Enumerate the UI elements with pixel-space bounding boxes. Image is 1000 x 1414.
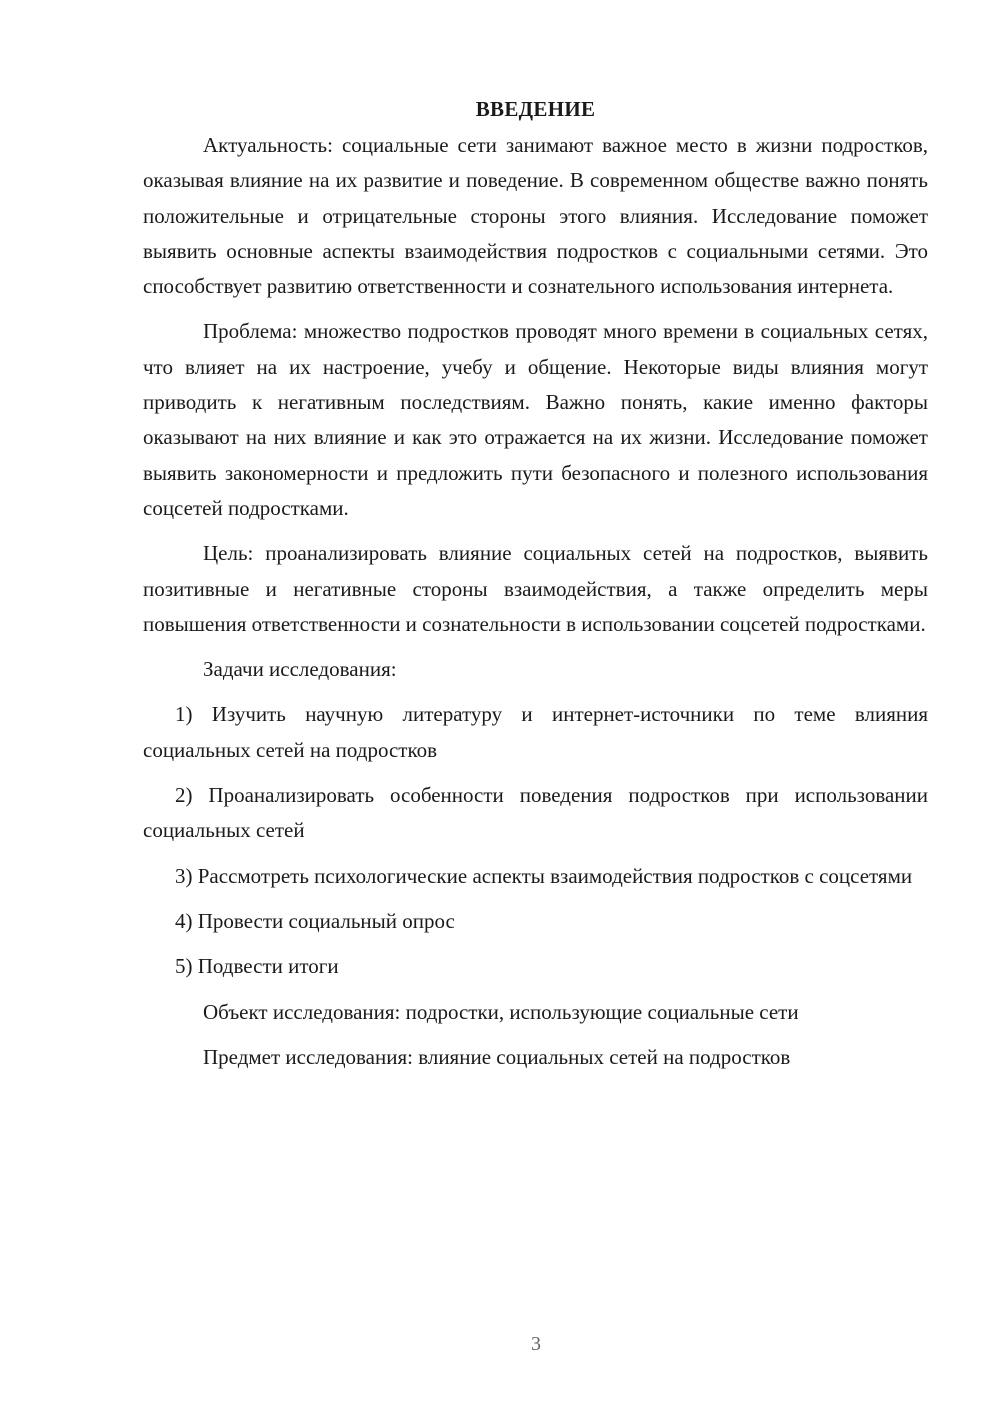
document-page (143, 92, 928, 1085)
task-item-4: 4) Провести социальный опрос (175, 908, 455, 933)
paragraph-relevance: Актуальность: социальные сети занимают важное место в жизни подростков, оказывая влияние на их развитие и поведение. В современном обществе важно понять положительные и отрицательные стороны этого влияния. Исследование поможет выявить основные аспекты взаимодействия подростков с социальными сетями. Это способствует развитию ответственности и сознательного использования интернета. (143, 133, 928, 299)
task-item-1: 1) Изучить научную литературу и интернет-источники по теме влияния социальных сетей на подростков (143, 702, 928, 762)
page-title: ВВЕДЕНИЕ (475, 97, 596, 121)
page-number: 3 (531, 1333, 541, 1355)
paragraph-goal: Цель: проанализировать влияние социальных сетей на подростков, выявить позитивные и негативные стороны взаимодействия, а также определить меры повышения ответственности и сознательности в использовании соцсетей подростками. (143, 541, 928, 636)
tasks-heading: Задачи исследования: (203, 657, 397, 682)
task-item-5: 5) Подвести итоги (175, 954, 339, 979)
task-item-2: 2) Проанализировать особенности поведения подростков при использовании социальных сетей (143, 783, 928, 843)
research-subject: Предмет исследования: влияние социальных сетей на подростков (203, 1044, 791, 1069)
task-item-3: 3) Рассмотреть психологические аспекты взаимодействия подростков с соцсетями (175, 863, 913, 888)
research-object: Объект исследования: подростки, использующие социальные сети (203, 999, 799, 1024)
paragraph-problem: Проблема: множество подростков проводят много времени в социальных сетях, что влияет на их настроение, учебу и общение. Некоторые виды влияния могут приводить к негативным последствиям. Важно понять, какие именно факторы оказывают на них влияние и как это отражается на их жизни. Исследование поможет выявить закономерности и предложить пути безопасного и полезного использования соцсетей подростками. (143, 319, 928, 520)
